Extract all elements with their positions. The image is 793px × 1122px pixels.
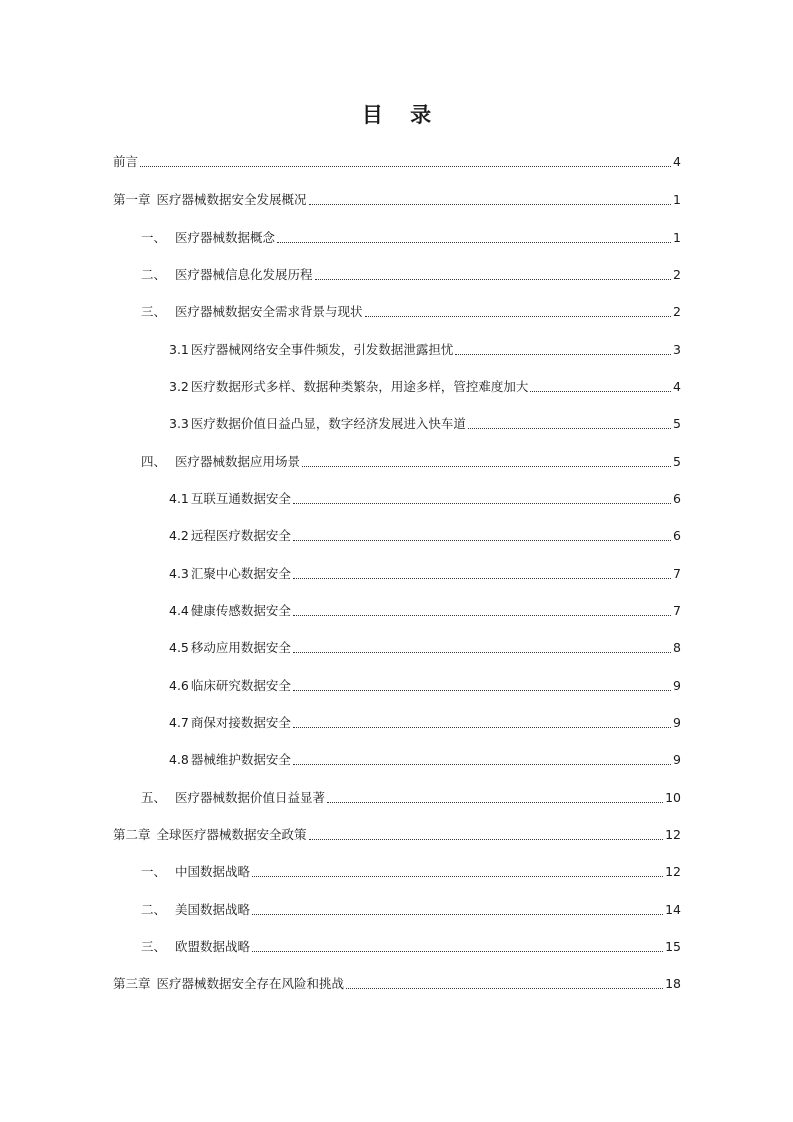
toc-page-number: 12 <box>665 827 681 842</box>
toc-entry-subsection[interactable] <box>169 712 681 732</box>
toc-leader-dots <box>530 390 671 392</box>
toc-page-number: 2 <box>673 267 681 282</box>
toc-entry-subsection[interactable] <box>169 675 681 695</box>
toc-entry-chapter-1[interactable] <box>113 189 681 209</box>
toc-entry-text: 临床研究数据安全 <box>190 678 291 693</box>
toc-page-number: 9 <box>673 715 681 730</box>
toc-entry-subsection[interactable] <box>169 413 681 433</box>
toc-leader-dots <box>309 838 664 840</box>
toc-leader-dots <box>252 913 663 915</box>
toc-entry-number: 4.5 <box>169 640 189 655</box>
toc-entry-text: 医疗器械网络安全事件频发，引发数据泄露担忧 <box>190 342 454 357</box>
toc-entry-number: 二、 <box>141 267 167 282</box>
toc-entry-section[interactable] <box>141 264 681 284</box>
toc-entry-section[interactable] <box>141 899 681 919</box>
toc-entry-chapter-3[interactable] <box>113 973 681 993</box>
toc-entry-number: 三、 <box>141 939 167 954</box>
toc-entry-subsection[interactable] <box>169 563 681 583</box>
toc-entry-preface[interactable] <box>113 151 681 171</box>
toc-entry-text: 医疗器械信息化发展历程 <box>175 267 313 282</box>
toc-leader-dots <box>455 353 671 355</box>
toc-page-number: 7 <box>673 603 681 618</box>
toc-entry-subsection[interactable] <box>169 376 681 396</box>
toc-entry-number: 三、 <box>141 304 167 319</box>
toc-leader-dots <box>302 465 671 467</box>
toc-entry-number: 4.8 <box>169 752 189 767</box>
toc-page-number: 6 <box>673 528 681 543</box>
toc-entry-number: 4.4 <box>169 603 189 618</box>
toc-entry-text: 互联互通数据安全 <box>190 491 291 506</box>
toc-entry-section[interactable] <box>141 861 681 881</box>
toc-entry-subsection[interactable] <box>169 749 681 769</box>
toc-leader-dots <box>252 875 663 877</box>
toc-page-number: 1 <box>673 230 681 245</box>
toc-entry-text: 前言 <box>113 154 139 169</box>
toc-entry-section[interactable] <box>141 936 681 956</box>
toc-entry-number: 四、 <box>141 454 167 469</box>
toc-leader-dots <box>293 763 671 765</box>
toc-entry-subsection[interactable] <box>169 488 681 508</box>
toc-entry-number: 第二章 <box>113 827 151 842</box>
toc-leader-dots <box>140 165 671 167</box>
toc-entry-text: 医疗数据价值日益凸显，数字经济发展进入快车道 <box>190 416 466 431</box>
toc-entry-subsection[interactable] <box>169 339 681 359</box>
toc-page-number: 2 <box>673 304 681 319</box>
toc-entry-number: 一、 <box>141 230 167 245</box>
toc-leader-dots <box>309 203 672 205</box>
toc-leader-dots <box>468 427 671 429</box>
toc-entry-number: 3.3 <box>169 416 189 431</box>
toc-entry-number: 第一章 <box>113 192 151 207</box>
toc-page-number: 6 <box>673 491 681 506</box>
toc-page-number: 3 <box>673 342 681 357</box>
toc-leader-dots <box>293 539 671 541</box>
toc-page-number: 4 <box>673 154 681 169</box>
toc-entry-number: 二、 <box>141 902 167 917</box>
toc-entry-text: 医疗器械数据安全存在风险和挑战 <box>156 976 345 991</box>
toc-entry-subsection[interactable] <box>169 600 681 620</box>
toc-page-number: 4 <box>673 379 681 394</box>
toc-page-number: 5 <box>673 454 681 469</box>
toc-entry-number: 4.2 <box>169 528 189 543</box>
toc-leader-dots <box>293 726 671 728</box>
toc-entry-number: 4.1 <box>169 491 189 506</box>
toc-entry-number: 五、 <box>141 790 167 805</box>
toc-entry-text: 医疗器械数据安全需求背景与现状 <box>175 304 363 319</box>
toc-entry-number: 4.3 <box>169 566 189 581</box>
toc-entry-section[interactable] <box>141 451 681 471</box>
toc-page-number: 8 <box>673 640 681 655</box>
toc-entry-text: 远程医疗数据安全 <box>190 528 291 543</box>
toc-entry-chapter-2[interactable] <box>113 824 681 844</box>
toc-leader-dots <box>252 950 663 952</box>
toc-page-number: 12 <box>665 864 681 879</box>
toc-leader-dots <box>277 241 671 243</box>
toc-leader-dots <box>293 502 671 504</box>
toc-entry-number: 3.2 <box>169 379 189 394</box>
toc-entry-text: 医疗器械数据应用场景 <box>175 454 301 469</box>
toc-entry-text: 健康传感数据安全 <box>190 603 291 618</box>
toc-leader-dots <box>346 987 663 989</box>
toc-entry-text: 汇聚中心数据安全 <box>190 566 291 581</box>
toc-page-number: 9 <box>673 752 681 767</box>
toc-entry-section[interactable] <box>141 227 681 247</box>
toc-entry-text: 医疗器械数据概念 <box>175 230 276 245</box>
toc-page-number: 10 <box>665 790 681 805</box>
toc-entry-text: 全球医疗器械数据安全政策 <box>156 827 307 842</box>
toc-entry-text: 医疗器械数据安全发展概况 <box>156 192 307 207</box>
toc-entry-text: 商保对接数据安全 <box>190 715 291 730</box>
toc-entry-number: 第三章 <box>113 976 151 991</box>
toc-page-number: 18 <box>665 976 681 991</box>
toc-entry-text: 中国数据战略 <box>175 864 251 879</box>
toc-title: 目 录 <box>361 103 442 127</box>
toc-entry-text: 欧盟数据战略 <box>175 939 251 954</box>
toc-entry-section[interactable] <box>141 787 681 807</box>
toc-entry-text: 器械维护数据安全 <box>190 752 291 767</box>
toc-entry-text: 医疗数据形式多样、数据种类繁杂，用途多样，管控难度加大 <box>190 379 529 394</box>
toc-leader-dots <box>293 577 671 579</box>
toc-page-number: 1 <box>673 192 681 207</box>
toc-entry-section[interactable] <box>141 301 681 321</box>
toc-entry-subsection[interactable] <box>169 525 681 545</box>
toc-leader-dots <box>293 614 671 616</box>
toc-leader-dots <box>315 278 672 280</box>
toc-entry-text: 医疗器械数据价值日益显著 <box>175 790 326 805</box>
toc-entry-number: 一、 <box>141 864 167 879</box>
toc-leader-dots <box>327 801 663 803</box>
toc-page-number: 9 <box>673 678 681 693</box>
toc-entry-text: 美国数据战略 <box>175 902 251 917</box>
toc-leader-dots <box>293 689 671 691</box>
toc-page-number: 7 <box>673 566 681 581</box>
toc-leader-dots <box>293 651 671 653</box>
toc-entry-subsection[interactable] <box>169 637 681 657</box>
toc-leader-dots <box>365 315 672 317</box>
toc-page-number: 15 <box>665 939 681 954</box>
toc-page-number: 14 <box>665 902 681 917</box>
toc-entry-text: 移动应用数据安全 <box>190 640 291 655</box>
toc-page-number: 5 <box>673 416 681 431</box>
toc-entry-number: 4.7 <box>169 715 189 730</box>
toc-entry-number: 4.6 <box>169 678 189 693</box>
toc-entry-number: 3.1 <box>169 342 189 357</box>
